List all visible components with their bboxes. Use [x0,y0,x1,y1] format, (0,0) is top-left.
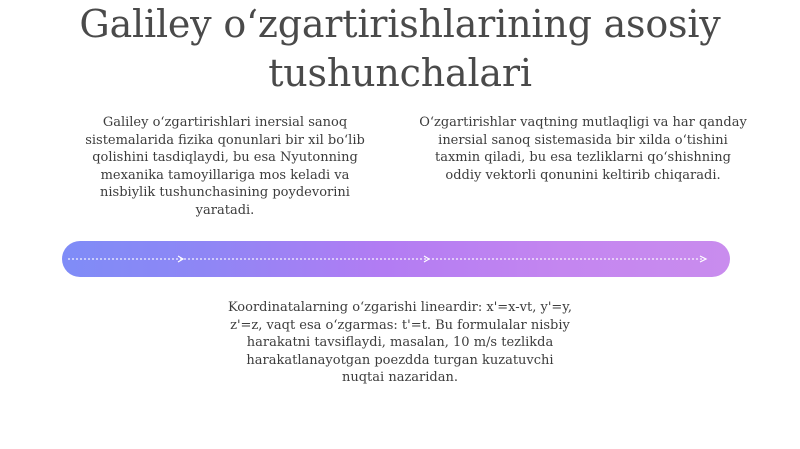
page-title: Galiley o‘zgartirishlarining asosiy tushunchalari [79,2,721,95]
paragraph-left: Galiley o‘zgartirishlari inersial sanoq sistemalarida fizika qonunlari bir xil bo‘lib qolishini tasdiqlaydi, bu esa Nyutonning mexanika tamoyillariga mos keladi va nisbiylik tushunchasining poydevorini yaratadi. [85,115,365,218]
paragraph-bottom: Koordinatalarning o‘zgarishi lineardir: x'=x-vt, y'=y, z'=z, vaqt esa o‘zgarmas: t'=t. Bu formulalar nisbiy harakatni tavsiflaydi, masalan, 10 m/s tezlikda harakatlanayotgan poezdda turgan kuzatuvchi nuqtai nazaridan. [227,300,573,385]
paragraph-right: O‘zgartirishlar vaqtning mutlaqligi va har qanday inersial sanoq sistemasida bir xilda o‘tishini taxmin qiladi, bu esa tezliklarni qo‘shishning oddiy vektorli qonunini keltirib chiqaradi. [419,115,747,183]
timeline-line [62,241,730,277]
timeline-bar [62,241,730,277]
